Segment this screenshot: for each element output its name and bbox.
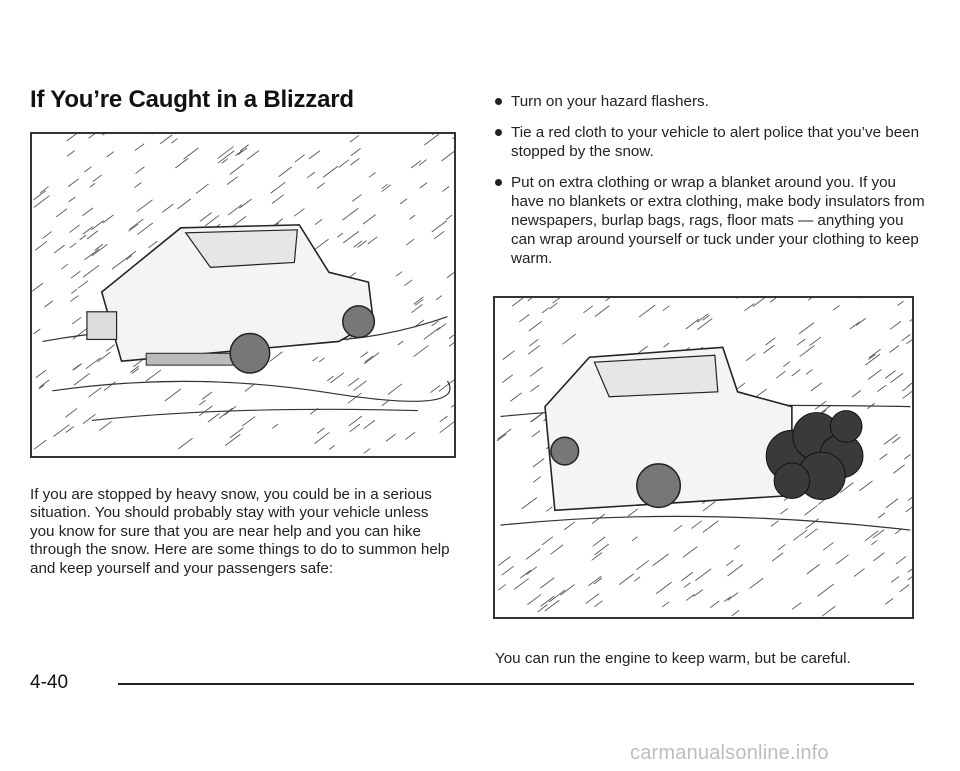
snow-drift-line: [92, 409, 418, 420]
site-watermark: carmanualsonline.info: [630, 742, 829, 764]
bullet-extra-clothing: Put on extra clothing or wrap a blanket around you. If you have no blankets or extra clothing, make body insulators from newspapers, burlap bags, rags, floor mats — anything you can wrap around yourself or tuck under your clothing to keep warm.: [495, 173, 925, 268]
snow-drift-line: [52, 381, 450, 401]
blizzard-truck-drawing: [32, 134, 454, 456]
page-number: 4-40: [30, 672, 69, 693]
engine-note: You can run the engine to keep warm, but be careful.: [495, 650, 851, 667]
truck-wheel: [551, 437, 579, 465]
truck-wheel: [637, 464, 680, 507]
illustration-truck-exhaust-in-snow: [493, 296, 914, 619]
truck-window: [594, 355, 717, 396]
snow-drift-line: [501, 516, 911, 530]
truck-bumper: [146, 353, 235, 365]
intro-paragraph: If you are stopped by heavy snow, you could be in a serious situation. You should probably stay with your vehicle unless you know for sure that you are near help and you can hike through the snow. Here are some things to do to summon help and keep yourself and your passengers safe:: [30, 486, 450, 577]
truck-grille: [87, 312, 117, 340]
footer-rule: [118, 683, 914, 685]
truck-exhaust-drawing: [495, 298, 912, 617]
page-title: If You’re Caught in a Blizzard: [30, 86, 354, 113]
bullet-red-cloth: Tie a red cloth to your vehicle to alert police that you’ve been stopped by the snow.: [495, 123, 925, 161]
illustration-truck-in-blizzard: [30, 132, 456, 458]
safety-bullet-list: [495, 92, 925, 280]
truck-wheel: [343, 306, 375, 338]
truck-wheel: [230, 334, 270, 374]
bullet-hazard-flashers: Turn on your hazard flashers.: [495, 92, 925, 111]
